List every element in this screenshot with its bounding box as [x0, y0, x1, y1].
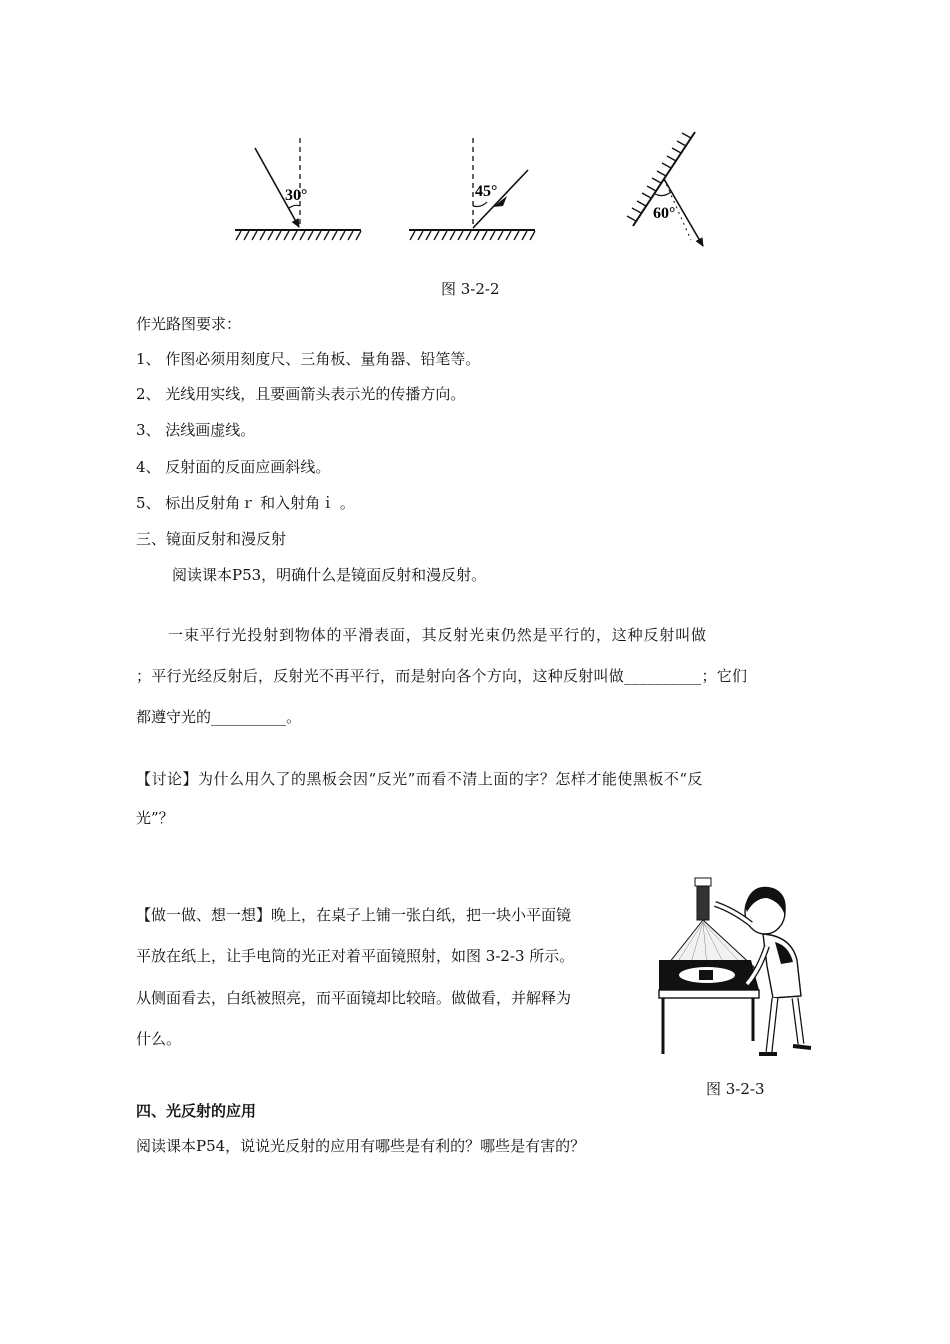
- discussion-line-1: 【讨论】为什么用久了的黑板会因“反光”而看不清上面的字？怎样才能使黑板不“反: [136, 770, 704, 788]
- requirement-item-1: 1、 作图必须用刻度尺、三角板、量角器、铅笔等。: [136, 350, 481, 368]
- activity-line-2: 平放在纸上，让手电筒的光正对着平面镜照射，如图 3-2-3 所示。: [136, 947, 575, 965]
- section-4-heading: 四、光反射的应用: [136, 1102, 257, 1120]
- fill-in-line-1: 一束平行光投射到物体的平滑表面，其反射光束仍然是平行的，这种反射叫做: [168, 626, 707, 644]
- requirement-item-4: 4、 反射面的反面应画斜线。: [136, 458, 331, 476]
- fill-in-line-3: 都遵守光的__________。: [136, 708, 302, 726]
- requirements-heading: 作光路图要求：: [136, 315, 242, 333]
- section-3-heading: 三、镜面反射和漫反射: [136, 530, 287, 548]
- section-4-text: 阅读课本P54，说说光反射的应用有哪些是有利的？哪些是有害的？: [136, 1137, 586, 1155]
- angle-label-30: 30°: [285, 187, 308, 204]
- figure-3-2-2: [225, 130, 725, 260]
- angle-label-60: 60°: [653, 205, 676, 222]
- requirement-item-5: 5、 标出反射角ｒ 和入射角ｉ 。: [136, 494, 355, 512]
- requirement-item-3: 3、 法线画虚线。: [136, 421, 256, 439]
- angle-label-45: 45°: [475, 183, 498, 200]
- activity-line-3: 从侧面看去，白纸被照亮，而平面镜却比较暗。做做看，并解释为: [136, 989, 572, 1007]
- reflection-diagram-3: [627, 132, 703, 246]
- reflection-diagram-1: [235, 138, 361, 240]
- activity-line-1: 【做一做、想一想】晚上，在桌子上铺一张白纸，把一块小平面镜: [136, 906, 572, 924]
- requirement-item-2: 2、 光线用实线，且要画箭头表示光的传播方向。: [136, 385, 466, 403]
- figure-caption-3-2-3: 图 3-2-3: [706, 1080, 765, 1098]
- reflection-diagram-2: [409, 138, 535, 240]
- fill-in-line-2: ；平行光经反射后，反射光不再平行，而是射向各个方向，这种反射叫做__________；它们: [136, 667, 748, 685]
- figure-caption-3-2-2: 图 3-2-2: [441, 280, 500, 298]
- activity-line-4: 什么。: [136, 1030, 182, 1048]
- discussion-line-2: 光”？: [136, 809, 174, 827]
- section-3-intro: 阅读课本P53，明确什么是镜面反射和漫反射。: [172, 566, 487, 584]
- figure-3-2-3: [655, 876, 815, 1066]
